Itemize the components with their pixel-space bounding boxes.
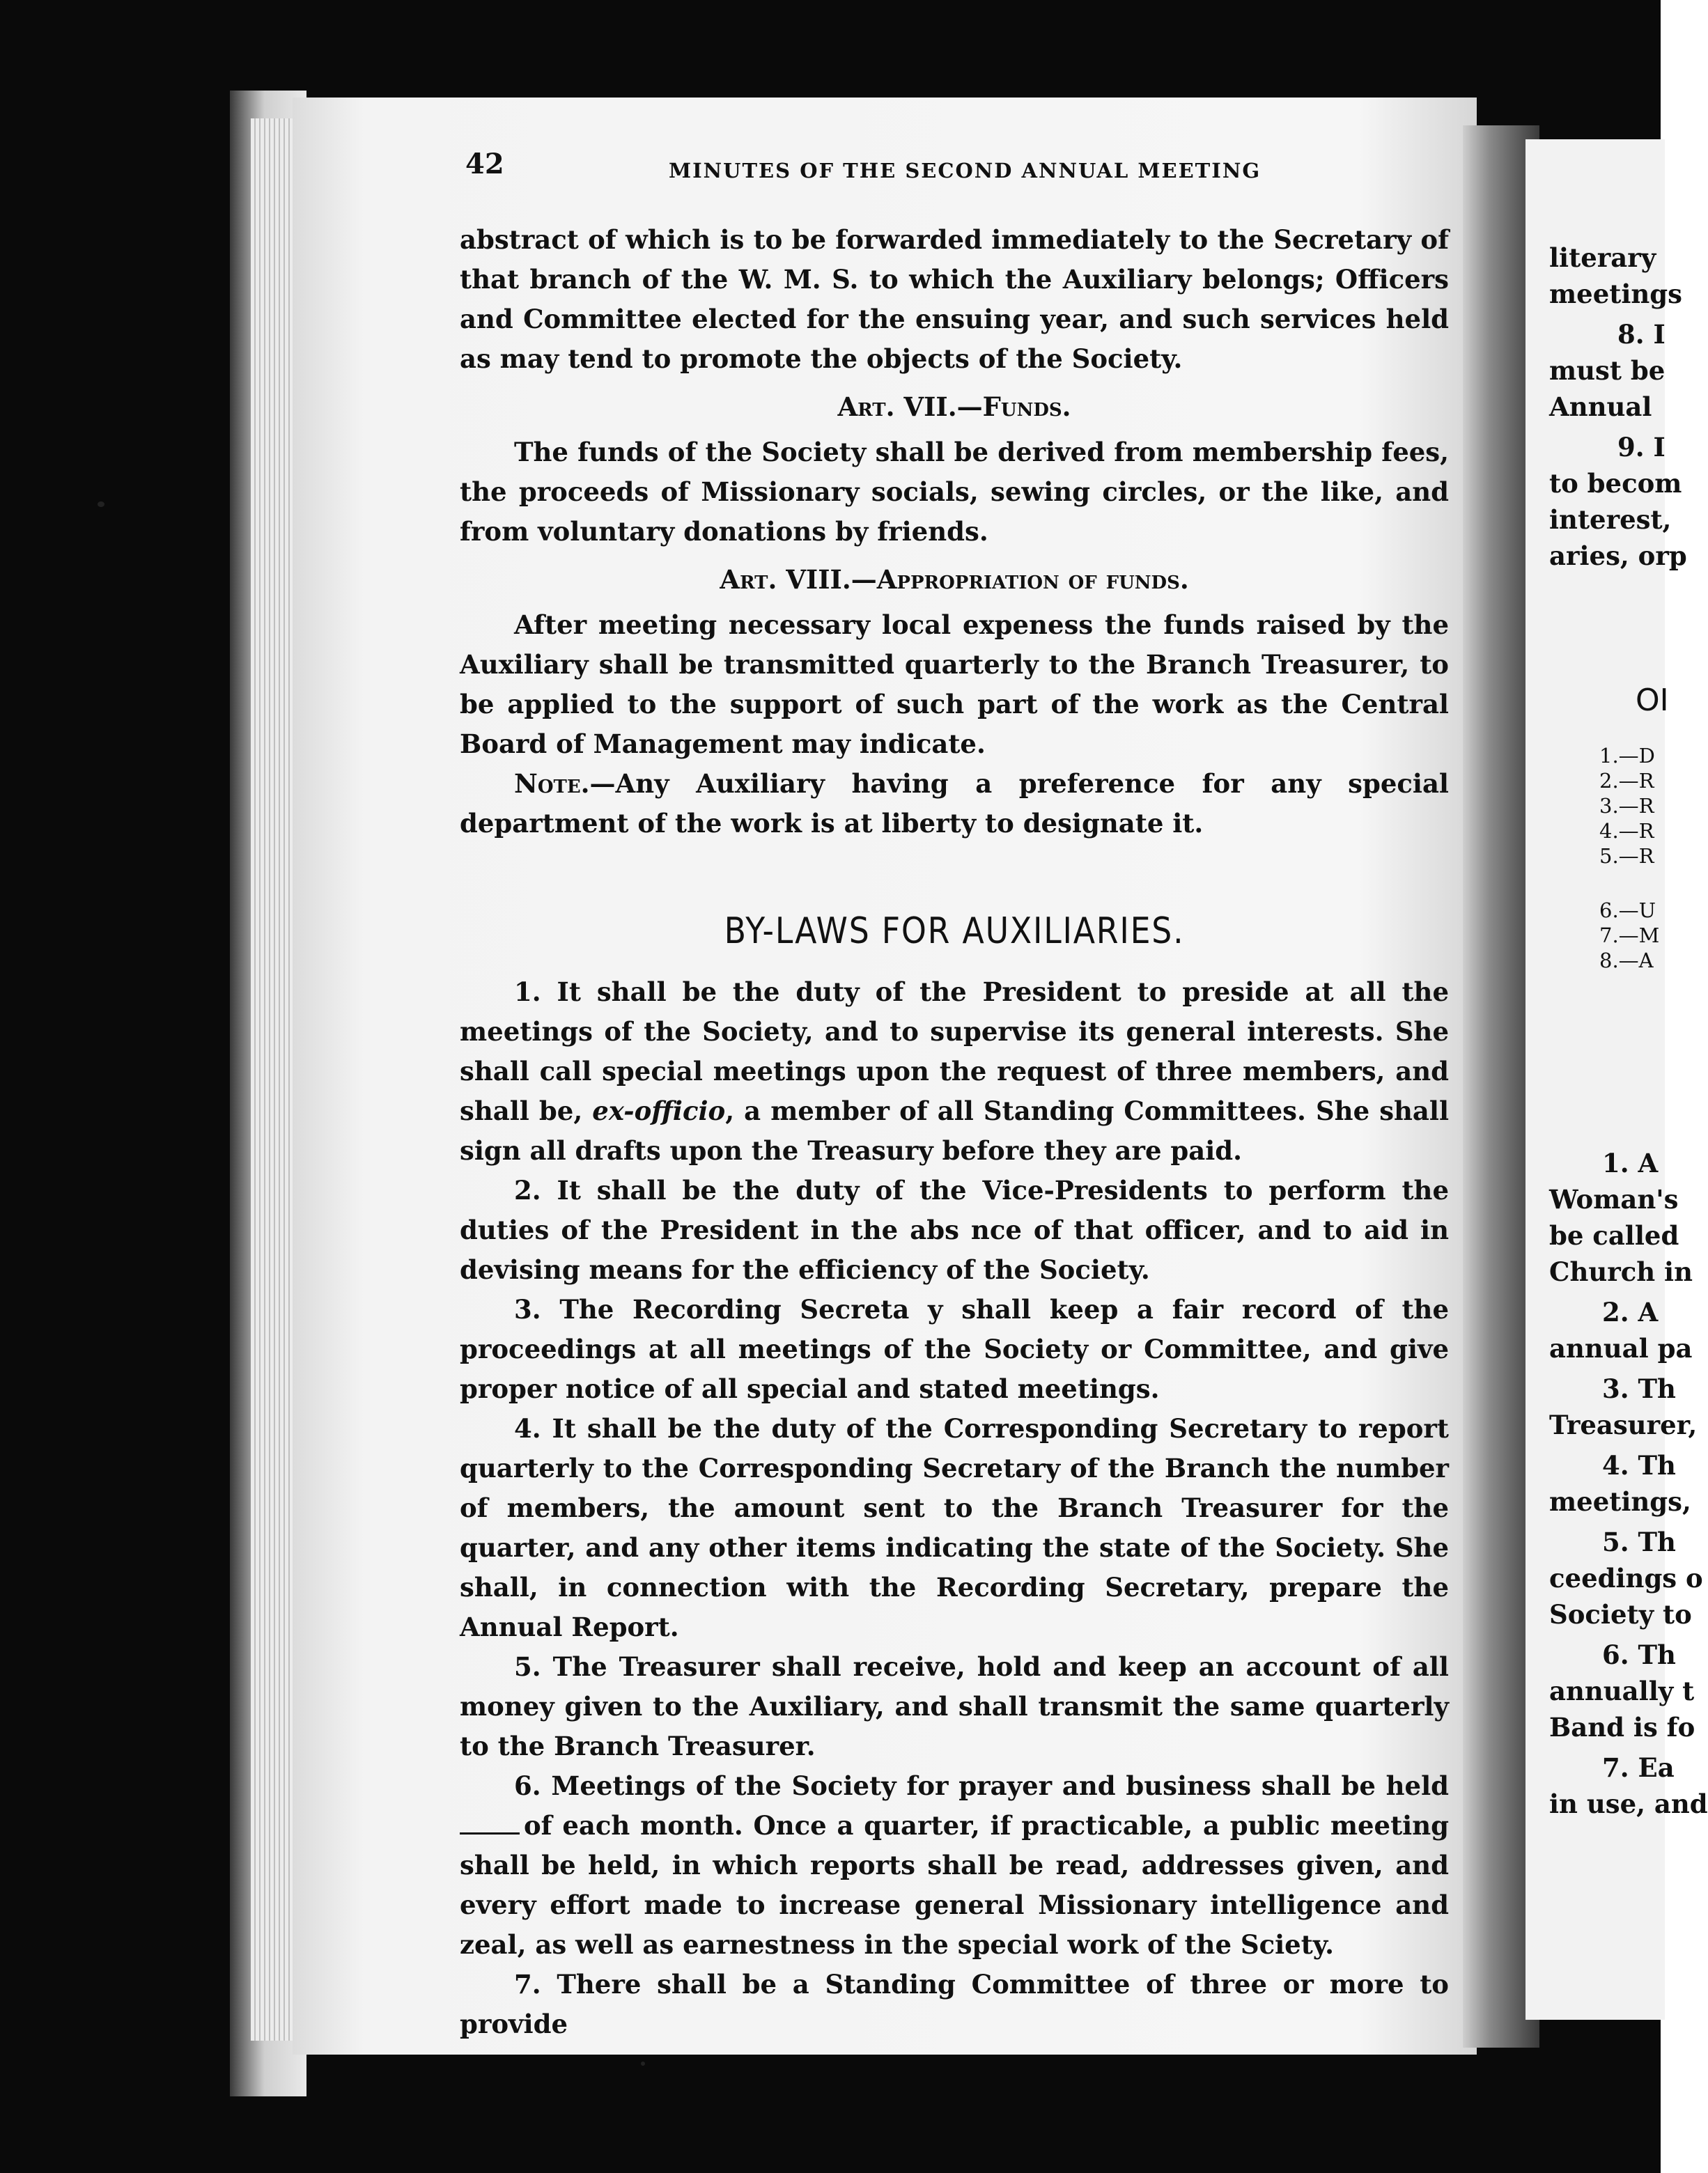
right-lower-line: annual pa — [1549, 1333, 1693, 1364]
bylaw-5: 5. The Treasurer shall receive, hold and keep an account of all money given to the Auxiliary, and shall transmit the same quarterly to the Branch Treasurer. — [460, 1651, 1449, 1761]
right-lower-line: Church in — [1549, 1256, 1693, 1287]
right-line: aries, orp — [1549, 540, 1687, 571]
right-lower-line: meetings, — [1549, 1486, 1691, 1517]
art7-text: The funds of the Society shall be derived from membership fees, the proceeds of Missionary socials, sewing circles, or the like, and from voluntary donations by friends. — [460, 437, 1449, 547]
right-lower-line: 6. Th — [1602, 1640, 1676, 1670]
page-number: 42 — [465, 148, 504, 180]
right-line: Annual — [1549, 391, 1652, 422]
art8-heading: Art. VIII.—Appropriation of funds. — [720, 564, 1189, 595]
note-label: Note. — [514, 768, 590, 799]
right-lower-line: 1. A — [1602, 1148, 1659, 1178]
right-list-item: 5.—R — [1599, 844, 1654, 868]
bylaw-6-part-a: 6. Meetings of the Society for prayer and business shall be held — [514, 1770, 1449, 1801]
bylaw-1 — [460, 972, 1449, 1171]
right-line: meetings — [1549, 279, 1682, 309]
right-line: 9. I — [1617, 432, 1666, 462]
right-line: must be — [1549, 355, 1666, 386]
bylaw-1-part-a: 1. It shall be the duty of the President to preside at all the meetings of the Society, and to supervise its general interests. She shall call special meetings upon the request of three members, and shall be, — [460, 976, 1449, 1126]
bylaw-1-part-b: , a member of all Standing Committees. She shall sign all drafts upon the Treasury before they are paid. — [460, 1096, 1450, 1166]
page-body — [460, 220, 1449, 2044]
right-lower-line: ceedings o — [1549, 1563, 1703, 1594]
bylaws-title: BY-LAWS FOR AUXILIARIES. — [724, 910, 1185, 952]
right-lower-line: 4. Th — [1602, 1450, 1676, 1481]
bylaw-2: 2. It shall be the duty of the Vice-Presidents to perform the duties of the President in the abs nce of that officer, and to aid in devising means for the efficiency of the Society. — [460, 1175, 1449, 1285]
art7-heading: Art. VII.—Funds. — [837, 391, 1071, 422]
right-lower-line: in use, and — [1549, 1789, 1708, 1819]
bylaw-4: 4. It shall be the duty of the Corresponding Secretary to report quarterly to the Corresponding Secretary of the Branch the number of members, the amount sent to the Branch Treasurer for the quarter, and any other items indicating the state of the Society. She shall, in connection with the Recording Secretary, prepare the Annual Report. — [460, 1413, 1449, 1642]
art8-text: After meeting necessary local expeness the funds raised by the Auxiliary shall be transmitted quarterly to the Branch Treasurer, to be applied to the support of such part of the work as the Central Board of Management may indicate. — [460, 609, 1449, 759]
right-lower-line: 7. Ea — [1602, 1752, 1675, 1783]
scan-speck — [641, 2062, 645, 2066]
right-heading: OI — [1636, 683, 1669, 718]
right-line: literary — [1549, 242, 1656, 273]
right-list-item: 4.—R — [1599, 819, 1654, 843]
bylaw-7: 7. There shall be a Standing Committee of three or more to provide — [460, 1969, 1449, 2039]
right-lower-line: Woman's — [1549, 1184, 1679, 1215]
right-list-item: 6.—U — [1599, 898, 1656, 922]
bylaw-1-italic: ex-officio — [592, 1096, 726, 1126]
right-list-item: 7.—M — [1599, 924, 1660, 947]
right-lower-line: be called — [1549, 1220, 1679, 1251]
bylaw-6-part-b: of each month. Once a quarter, if practicable, a public meeting shall be held, in which reports shall be read, addresses given, and every effort made to increase general Missionary intelligence and zeal, as well as earnestness in the special work of the Sciety. — [460, 1810, 1449, 1960]
right-lower-line: 2. A — [1602, 1297, 1659, 1327]
right-list-item: 3.—R — [1599, 794, 1654, 818]
bylaw-6 — [460, 1766, 1449, 1965]
right-line: 8. I — [1617, 319, 1666, 350]
scan-speck — [98, 501, 104, 507]
right-lower-line: 3. Th — [1602, 1373, 1676, 1404]
right-line: interest, — [1549, 504, 1672, 535]
right-list-item: 8.—A — [1599, 949, 1654, 972]
note-text: —Any Auxiliary having a preference for any special department of the work is at liberty to designate it. — [460, 768, 1449, 839]
right-lower-line: Society to — [1549, 1599, 1692, 1630]
intro-paragraph: abstract of which is to be forwarded immediately to the Secretary of that branch of the W. M. S. to which the Auxiliary belongs; Officers and Committee elected for the ensuing year, and such services held as may tend to promote the objects of the Society. — [460, 224, 1449, 374]
right-list-item: 2.—R — [1599, 769, 1654, 793]
right-lower-line: 5. Th — [1602, 1527, 1676, 1557]
running-head: MINUTES OF THE SECOND ANNUAL MEETING — [669, 159, 1261, 182]
right-lower-line: Treasurer, — [1549, 1410, 1698, 1440]
right-line: to becom — [1549, 468, 1682, 499]
note-paragraph — [460, 764, 1449, 843]
right-list-item: 1.—D — [1599, 744, 1655, 768]
right-lower-line: annually t — [1549, 1676, 1695, 1706]
blank-line — [460, 1832, 520, 1835]
bylaw-3: 3. The Recording Secreta y shall keep a fair record of the proceedings at all meetings of the Society or Committee, and give proper notice of all special and stated meetings. — [460, 1294, 1449, 1404]
right-lower-line: Band is fo — [1549, 1712, 1695, 1743]
